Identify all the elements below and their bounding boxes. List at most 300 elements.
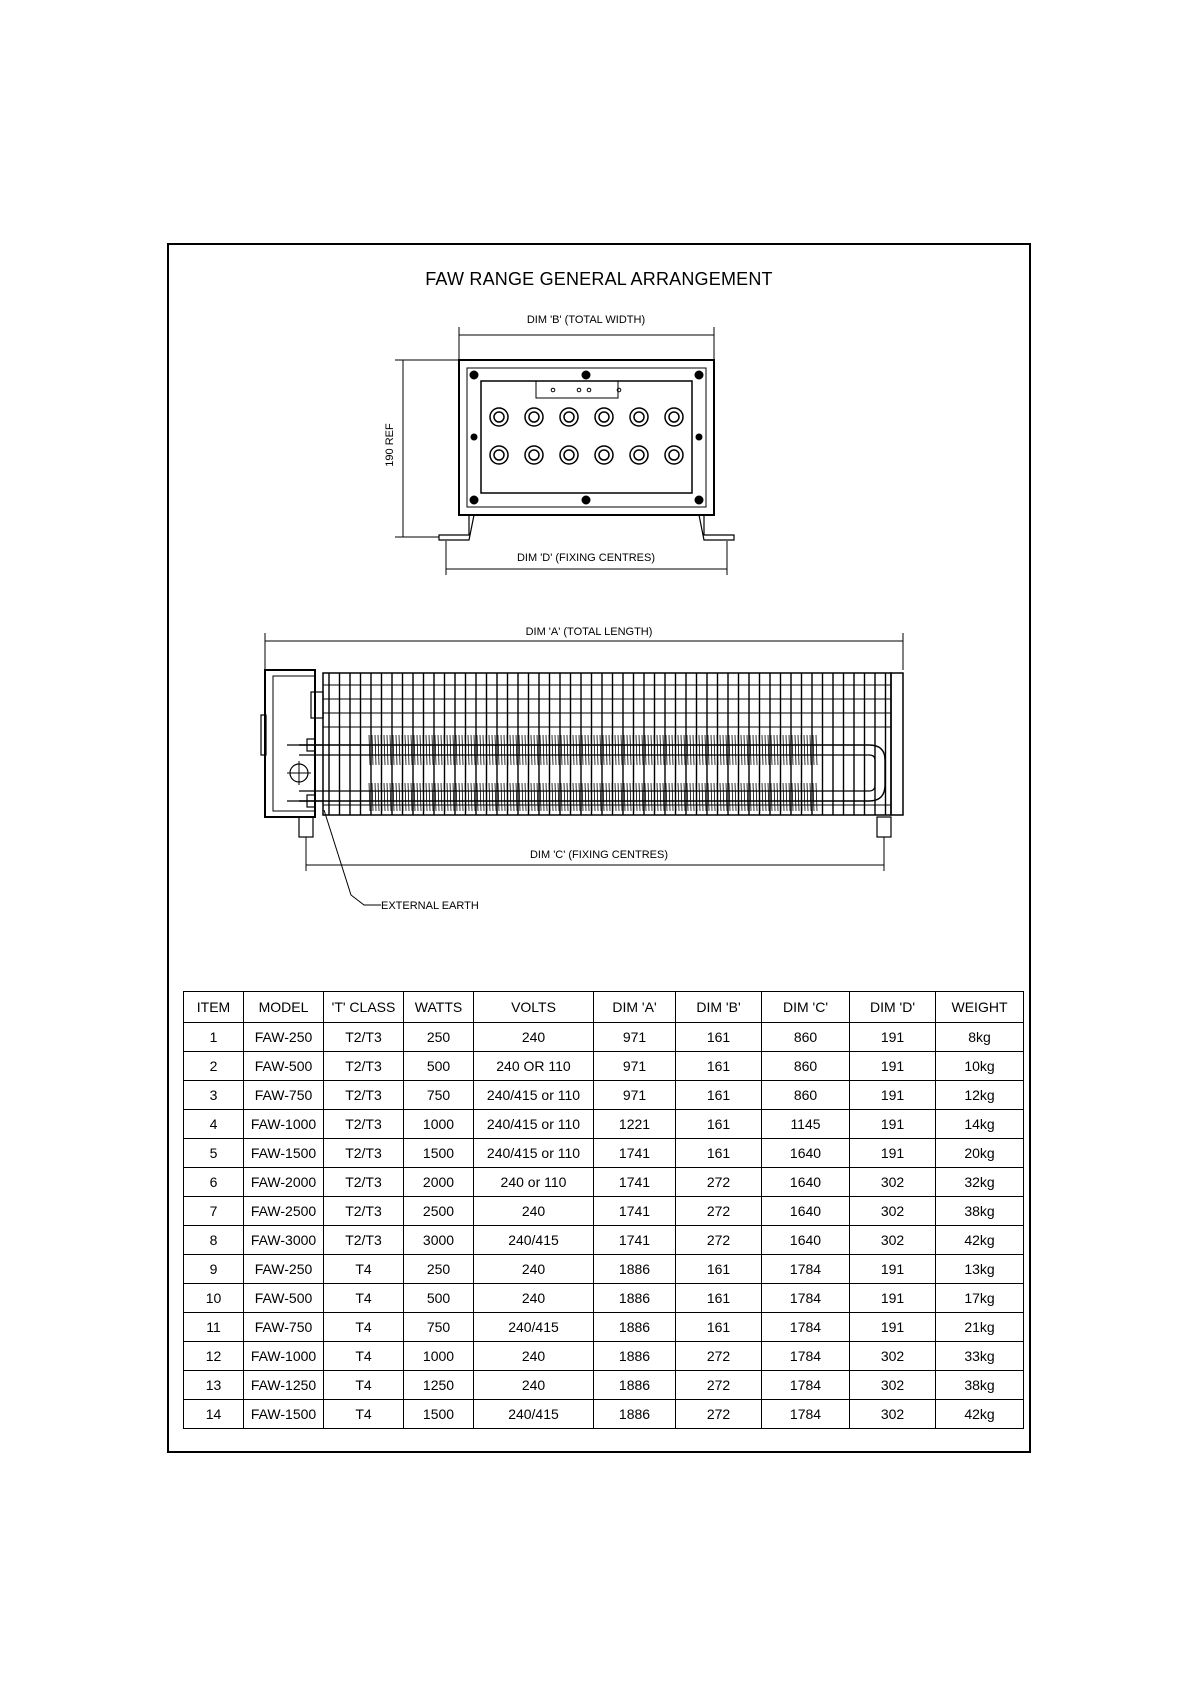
table-cell: 750 [404,1313,474,1342]
element-fin [477,783,478,811]
element-fin [783,735,784,765]
element-fin [624,735,625,765]
cable-gland [595,446,613,464]
element-fin [711,783,712,811]
element-fin [606,783,607,811]
table-cell: 21kg [936,1313,1024,1342]
element-fin [609,735,610,765]
element-fin [372,735,373,765]
element-fin [453,783,454,811]
table-cell: 191 [850,1313,936,1342]
table-cell: 1886 [594,1284,676,1313]
table-cell: FAW-1000 [244,1342,324,1371]
table-cell: 1741 [594,1197,676,1226]
table-cell: 191 [850,1284,936,1313]
element-fin [681,783,682,811]
element-fin [411,783,412,811]
element-fin [447,735,448,765]
element-fin [726,735,727,765]
element-fin [462,735,463,765]
cable-gland-inner [599,412,609,422]
fixing-bolt [470,371,478,379]
table-cell: 1784 [762,1342,850,1371]
table-cell: 1640 [762,1168,850,1197]
table-cell: 10kg [936,1052,1024,1081]
element-fin [795,735,796,765]
element-fin [816,735,817,765]
element-fin [648,783,649,811]
drawing-frame [167,243,1031,1453]
element-fin [792,783,793,811]
element-fin [519,783,520,811]
end-view [395,327,734,575]
element-fin [666,783,667,811]
element-fin [414,783,415,811]
element-fin [747,735,748,765]
dim-a-label: DIM 'A' (TOTAL LENGTH) [525,626,653,638]
column-header: 'T' CLASS [324,992,404,1023]
element-fin [576,735,577,765]
element-fin [648,735,649,765]
element-fin [438,735,439,765]
element-fin [627,783,628,811]
table-cell: 191 [850,1052,936,1081]
cable-gland [560,408,578,426]
table-cell: 8 [184,1226,244,1255]
element-fin [372,783,373,811]
table-cell: 7 [184,1197,244,1226]
element-fin [789,783,790,811]
element-fin [768,735,769,765]
element-fin [666,735,667,765]
element-fin [795,783,796,811]
element-fin [645,783,646,811]
element-fin [771,735,772,765]
table-cell: 161 [676,1255,762,1284]
element-fin [588,735,589,765]
table-row [184,1284,1024,1313]
table-cell: T2/T3 [324,1081,404,1110]
element-fin [699,735,700,765]
table-cell: 6 [184,1168,244,1197]
table-cell: 1221 [594,1110,676,1139]
table-cell: 1784 [762,1400,850,1429]
element-fin [420,735,421,765]
table-cell: FAW-500 [244,1284,324,1313]
element-fin [663,783,664,811]
element-fin [450,735,451,765]
table-cell: 191 [850,1081,936,1110]
side-view [261,633,903,905]
cable-gland [525,408,543,426]
terminal-hole [551,388,555,392]
table-cell: T4 [324,1342,404,1371]
element-fin [477,735,478,765]
element-fin [639,735,640,765]
element-fin [450,783,451,811]
element-fin [399,735,400,765]
element-fin [522,783,523,811]
element-fin [618,783,619,811]
table-cell: 240 [474,1284,594,1313]
element-fin [810,735,811,765]
terminal-hole [587,388,591,392]
element-fin [429,735,430,765]
table-cell: FAW-1000 [244,1110,324,1139]
element-fin [495,783,496,811]
element-fin [537,735,538,765]
element-fin [750,735,751,765]
table-cell: T2/T3 [324,1023,404,1052]
specification-table [183,991,1024,1429]
element-fin [468,783,469,811]
fixing-bolt [696,434,702,440]
element-fin [576,783,577,811]
table-cell: 9 [184,1255,244,1284]
element-fin [714,735,715,765]
element-fin [642,735,643,765]
element-fin [429,783,430,811]
element-fin [471,783,472,811]
element-fin [669,735,670,765]
element-fin [693,735,694,765]
fixing-bolt [582,496,590,504]
table-cell: 250 [404,1255,474,1284]
element-fin [543,783,544,811]
element-fin [480,783,481,811]
element-fin [435,783,436,811]
element-fin [705,783,706,811]
element-fin [441,783,442,811]
table-cell: 302 [850,1400,936,1429]
element-fin [702,783,703,811]
table-cell: FAW-1250 [244,1371,324,1400]
element-fin [516,735,517,765]
element-fin [786,783,787,811]
column-header: VOLTS [474,992,594,1023]
element-fin [756,783,757,811]
table-cell: 302 [850,1371,936,1400]
element-fin [459,735,460,765]
element-fin [435,735,436,765]
element-fin [678,735,679,765]
table-header-row [184,992,1024,1023]
element-fin [678,783,679,811]
table-cell: 161 [676,1023,762,1052]
table-cell: FAW-250 [244,1023,324,1052]
end-view-fixings [470,371,703,504]
element-fin [750,783,751,811]
element-fin [573,735,574,765]
element-fin [504,783,505,811]
table-cell: 1000 [404,1110,474,1139]
dim-d-label: DIM 'D' (FIXING CENTRES) [516,552,656,564]
element-fin [732,783,733,811]
table-cell: 1000 [404,1342,474,1371]
element-fin [405,783,406,811]
table-cell: 240/415 [474,1226,594,1255]
element-fin [597,735,598,765]
table-cell: 1886 [594,1342,676,1371]
element-fin [618,735,619,765]
element-fin [531,783,532,811]
element-fin [786,735,787,765]
table-cell: T2/T3 [324,1168,404,1197]
table-cell: 1886 [594,1313,676,1342]
element-fin [426,783,427,811]
element-fin [573,783,574,811]
element-fin [498,735,499,765]
element-fin [543,735,544,765]
table-cell: 1741 [594,1226,676,1255]
fixing-bolt [470,496,478,504]
table-cell: T2/T3 [324,1197,404,1226]
element-fin [546,735,547,765]
table-cell: 13 [184,1371,244,1400]
table-cell: 1784 [762,1371,850,1400]
element-fin [747,783,748,811]
column-header: MODEL [244,992,324,1023]
table-cell: 5 [184,1139,244,1168]
element-fin [690,735,691,765]
table-cell: 1640 [762,1226,850,1255]
element-fin [720,783,721,811]
table-cell: 240/415 or 110 [474,1081,594,1110]
element-fin [687,735,688,765]
element-fin [501,783,502,811]
element-fin [540,783,541,811]
drawing-title: FAW RANGE GENERAL ARRANGEMENT [425,269,773,289]
table-cell: FAW-750 [244,1081,324,1110]
element-fin [522,735,523,765]
table-cell: 240 OR 110 [474,1052,594,1081]
element-fin [480,735,481,765]
element-fin [735,783,736,811]
element-fin [585,735,586,765]
element-fin [456,783,457,811]
element-fin [669,783,670,811]
table-cell: 33kg [936,1342,1024,1371]
element-fin [636,735,637,765]
column-header: WEIGHT [936,992,1024,1023]
cable-gland-inner [494,450,504,460]
table-cell: 302 [850,1226,936,1255]
table-cell: 1640 [762,1197,850,1226]
element-fin [561,783,562,811]
element-fin [708,783,709,811]
element-fin [639,783,640,811]
table-cell: 240 [474,1197,594,1226]
table-row [184,1255,1024,1284]
element-fin [603,783,604,811]
element-fin [513,783,514,811]
element-fin [765,783,766,811]
table-cell: 240 or 110 [474,1168,594,1197]
dim-c-label: DIM 'C' (FIXING CENTRES) [529,849,669,861]
table-cell: 272 [676,1400,762,1429]
table-cell: T4 [324,1400,404,1429]
table-row [184,1313,1024,1342]
cable-gland-inner [529,412,539,422]
table-cell: 1886 [594,1400,676,1429]
element-fin [384,735,385,765]
element-fin [414,735,415,765]
table-cell: 161 [676,1081,762,1110]
element-fin [810,783,811,811]
element-fin [615,783,616,811]
table-cell: 1741 [594,1168,676,1197]
table-cell: 4 [184,1110,244,1139]
table-cell: FAW-2500 [244,1197,324,1226]
element-fin [525,783,526,811]
table-cell: 1250 [404,1371,474,1400]
element-fin [684,735,685,765]
element-fin [489,783,490,811]
table-cell: FAW-2000 [244,1168,324,1197]
element-fin [657,783,658,811]
table-cell: 240 [474,1255,594,1284]
element-fin [711,735,712,765]
element-fin [411,735,412,765]
table-cell: 302 [850,1197,936,1226]
table-cell: 750 [404,1081,474,1110]
element-fin [438,783,439,811]
table-cell: FAW-500 [244,1052,324,1081]
technical-drawing [169,245,1029,945]
element-fin [567,735,568,765]
table-cell: 161 [676,1284,762,1313]
element-fin [744,783,745,811]
element-fin [369,735,370,765]
table-cell: FAW-1500 [244,1139,324,1168]
element-fin [456,735,457,765]
cable-gland-inner [564,450,574,460]
element-fin [624,783,625,811]
element-fin [558,783,559,811]
table-cell: 971 [594,1052,676,1081]
table-cell: 240/415 [474,1313,594,1342]
element-fin [408,735,409,765]
element-fin [597,783,598,811]
element-fin [474,735,475,765]
element-fin [603,735,604,765]
table-cell: 161 [676,1139,762,1168]
cable-gland-inner [564,412,574,422]
cable-gland-inner [634,412,644,422]
table-cell: 1145 [762,1110,850,1139]
table-cell: 2500 [404,1197,474,1226]
table-cell: 161 [676,1313,762,1342]
element-fin [630,783,631,811]
element-fin [504,735,505,765]
element-fin [459,783,460,811]
table-cell: T4 [324,1255,404,1284]
table-cell: T2/T3 [324,1139,404,1168]
table-row [184,1023,1024,1052]
table-row [184,1371,1024,1400]
element-fin [417,783,418,811]
element-fin [552,735,553,765]
element-fin [744,735,745,765]
element-fin [627,735,628,765]
element-fin [447,783,448,811]
element-fin [657,735,658,765]
element-fin [762,783,763,811]
element-fin [753,783,754,811]
element-fin [501,735,502,765]
element-fin [621,735,622,765]
element-fin [774,783,775,811]
table-cell: 302 [850,1342,936,1371]
table-row [184,1052,1024,1081]
cable-gland [560,446,578,464]
element-fin [378,735,379,765]
table-cell: 500 [404,1284,474,1313]
element-fin [714,783,715,811]
element-fin [483,735,484,765]
element-fin [483,783,484,811]
table-cell: 42kg [936,1226,1024,1255]
ref-190-label: 190 REF [384,423,396,467]
element-fin [399,783,400,811]
column-header: DIM 'B' [676,992,762,1023]
element-fin [513,735,514,765]
element-fin [546,783,547,811]
cable-gland-inner [634,450,644,460]
table-cell: 250 [404,1023,474,1052]
table-row [184,1400,1024,1429]
table-row [184,1168,1024,1197]
element-fin [756,735,757,765]
dim-b-label: DIM 'B' (TOTAL WIDTH) [526,314,646,326]
element-fin [579,783,580,811]
element-fin [531,735,532,765]
table-cell: 272 [676,1342,762,1371]
element-fin [495,735,496,765]
element-fin [642,783,643,811]
cable-gland [490,408,508,426]
element-fin [387,783,388,811]
element-fin [813,735,814,765]
column-header: WATTS [404,992,474,1023]
element-fin [405,735,406,765]
element-fin [723,783,724,811]
table-cell: T4 [324,1371,404,1400]
table-cell: 12kg [936,1081,1024,1110]
element-fin [426,735,427,765]
element-fins [369,735,817,811]
table-cell: 14kg [936,1110,1024,1139]
element-fin [594,783,595,811]
element-fin [384,783,385,811]
element-fin [498,783,499,811]
table-cell: FAW-750 [244,1313,324,1342]
element-fin [708,735,709,765]
table-cell: 240 [474,1023,594,1052]
element-fin [390,735,391,765]
element-fin [735,735,736,765]
element-fin [564,783,565,811]
fixing-bolt [582,371,590,379]
cable-gland [525,446,543,464]
table-cell: 8kg [936,1023,1024,1052]
element-fin [690,783,691,811]
element-fin [615,735,616,765]
element-fin [432,735,433,765]
element-fin [774,735,775,765]
table-cell: FAW-3000 [244,1226,324,1255]
element-fin [582,735,583,765]
